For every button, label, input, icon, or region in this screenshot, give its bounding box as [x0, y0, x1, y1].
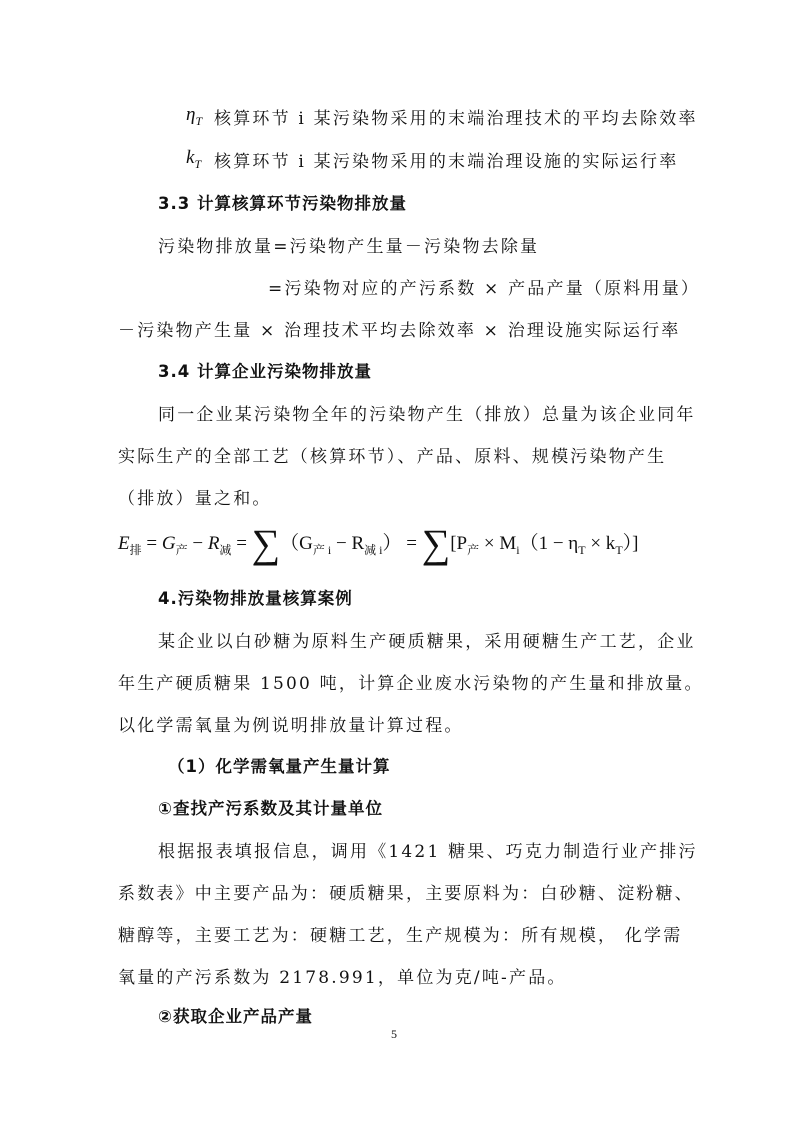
- sec34-para-line-2: 实际生产的全部工艺（核算环节）、产品、原料、规模污染物产生: [118, 447, 667, 467]
- step1-para-line-2: 系数表》中主要产品为：硬质糖果，主要原料为：白砂糖、淀粉糖、: [118, 884, 694, 904]
- step1-para-line-3: 糖醇等，主要工艺为：硬糖工艺，生产规模为：所有规模， 化学需: [118, 926, 683, 946]
- section-3-3-heading: 3.3 计算核算环节污染物排放量: [158, 194, 407, 213]
- sec33-line-2: =污染物对应的产污系数 × 产品产量（原料用量）: [268, 279, 701, 299]
- sec33-line-3: －污染物产生量 × 治理技术平均去除效率 × 治理设施实际运行率: [118, 321, 681, 341]
- section-4-heading: 4.污染物排放量核算案例: [158, 589, 353, 608]
- step1-para-line-4: 氧量的产污系数为 2178.991，单位为克/吨-产品。: [118, 968, 567, 988]
- eta-symbol: $\eta_T$: [186, 104, 203, 128]
- k-definition-text: 核算环节 i 某污染物采用的末端治理设施的实际运行率: [214, 152, 679, 172]
- eta-definition-text: 核算环节 i 某污染物采用的末端治理技术的平均去除效率: [214, 109, 698, 129]
- sec4-para-line-2: 年生产硬质糖果 1500 吨，计算企业废水污染物的产生量和排放量。: [118, 674, 704, 694]
- sum-symbol: ∑: [251, 521, 281, 566]
- k-symbol: $k_T$: [186, 147, 202, 171]
- sum-symbol: ∑: [421, 521, 451, 566]
- emission-formula: $E_排 = G_产 - R_减 = \sum(G_{产 i} - R_{减 i}) = \sum[P_产 \times M_i(1 - \eta_T \times k_T)]$: [118, 521, 639, 566]
- step-1-heading: ①查找产污系数及其计量单位: [158, 799, 383, 818]
- step-2-heading: ②获取企业产品产量: [158, 1007, 313, 1026]
- subsection-cod-heading: （1）化学需氧量产生量计算: [168, 757, 391, 776]
- sec4-para-line-1: 某企业以白砂糖为原料生产硬质糖果，采用硬糖生产工艺，企业: [158, 632, 696, 652]
- step1-para-line-1: 根据报表填报信息，调用《1421 糖果、巧克力制造行业产排污: [158, 842, 698, 862]
- sec34-para-line-1: 同一企业某污染物全年的污染物产生（排放）总量为该企业同年: [158, 405, 696, 425]
- sec4-para-line-3: 以化学需氧量为例说明排放量计算过程。: [118, 716, 464, 736]
- page-number: 5: [391, 1027, 397, 1041]
- section-3-4-heading: 3.4 计算企业污染物排放量: [158, 362, 372, 381]
- sec33-line-1: 污染物排放量=污染物产生量－污染物去除量: [158, 237, 540, 257]
- sec34-para-line-3: （排放）量之和。: [118, 489, 272, 509]
